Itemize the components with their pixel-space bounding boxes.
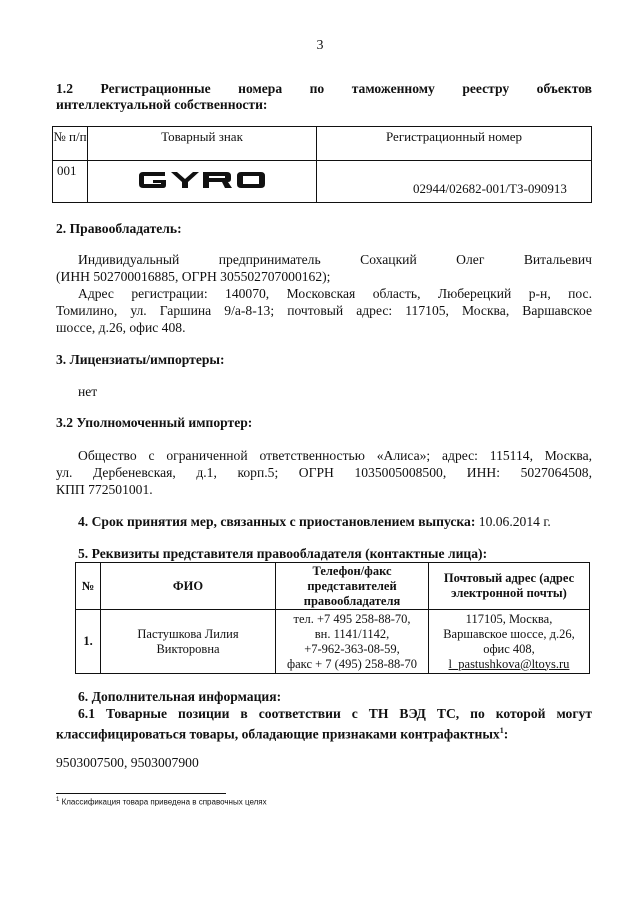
table-row <box>76 610 590 674</box>
row-fio <box>101 610 276 674</box>
importer-line2: ул. Дербеневская, д.1, корп.5; ОГРН 1035005008500, ИНН: 5027064508, <box>56 465 592 480</box>
section-4-label: 4. Срок принятия мер, связанных с приостановлением выпуска: <box>78 514 476 529</box>
phone-line3: +7-962-363-08-59, <box>304 641 400 656</box>
section-4 <box>78 513 551 530</box>
row-num: 1. <box>76 610 101 674</box>
trademark-table <box>52 126 592 203</box>
footnote-ref: 1 <box>499 726 504 735</box>
trademark-cell <box>88 161 317 203</box>
header-post <box>429 563 590 610</box>
row-num: 001 <box>53 161 88 203</box>
section-6-1-line2-text: классифицироваться товары, обладающие признаками контрафактных <box>56 726 500 742</box>
phone-line1: тел. +7 495 258-88-70, <box>293 611 411 626</box>
section-2-heading: 2. Правообладатель: <box>56 221 182 236</box>
section-6-1-line1: 6.1 Товарные позиции в соответствии с ТН ВЭД ТС, по которой могут <box>78 706 592 721</box>
post-line3: офис 408, <box>483 641 535 656</box>
post-line2: Варшавское шоссе, д.26, <box>443 626 575 641</box>
footnote-divider <box>56 793 226 794</box>
header-phone-line2: представителей <box>307 578 397 593</box>
header-phone <box>276 563 429 610</box>
fio-line2: Викторовна <box>156 641 220 656</box>
section-6-1-line2: классифицироваться товары, обладающие признаками контрафактных$^1$: <box>56 726 509 742</box>
importer-line1: Общество с ограниченной ответственностью «Алиса»; адрес: 115114, Москва, <box>78 448 592 463</box>
fio-line1: Пастушкова Лилия <box>137 626 239 641</box>
gyro-logo <box>137 169 267 191</box>
header-post-line1: Почтовый адрес (адрес <box>443 571 575 585</box>
header-num: № <box>76 563 101 610</box>
address-line3: шоссе, д.26, офис 408. <box>56 320 186 335</box>
tnved-codes: 9503007500, 9503007900 <box>56 755 199 770</box>
post-email: l_pastushkova@ltoys.ru <box>448 656 570 671</box>
table-row <box>53 161 592 203</box>
header-fio: ФИО <box>101 563 276 610</box>
header-phone-line1: Телефон/факс <box>312 563 392 578</box>
section-5-heading: 5. Реквизиты представителя правообладателя (контактные лица): <box>78 546 488 561</box>
section-1-2-heading-line1: 1.2 Регистрационные номера по таможенному реестру объектов <box>56 81 592 96</box>
holder-line1: Индивидуальный предприниматель Сохацкий Олег Витальевич <box>78 252 592 267</box>
section-3-heading: 3. Лицензиаты/импортеры: <box>56 352 225 367</box>
phone-line2: вн. 1141/1142, <box>314 626 390 641</box>
header-reg-number: Регистрационный номер <box>317 127 592 161</box>
post-line1: 117105, Москва, <box>465 611 553 626</box>
row-post <box>429 610 590 674</box>
row-phone <box>276 610 429 674</box>
section-6-heading: 6. Дополнительная информация: <box>78 689 282 704</box>
header-phone-line3: правообладателя <box>303 593 401 608</box>
section-1-2-heading-line2: интеллектуальной собственности: <box>56 97 268 112</box>
header-num: № п/п <box>53 127 88 161</box>
footnote <box>56 797 267 807</box>
contacts-table-header <box>76 563 590 610</box>
header-trademark: Товарный знак <box>88 127 317 161</box>
section-4-date: 10.06.2014 г. <box>478 514 551 529</box>
address-line2: Томилино, ул. Гаршина 9/а-8-13; почтовый адрес: 117105, Москва, Варшавское <box>56 303 592 318</box>
row-reg-number: 02944/02682-001/ТЗ-090913 <box>317 161 592 203</box>
section-3-2-heading: 3.2 Уполномоченный импортер: <box>56 415 253 430</box>
holder-line2: (ИНН 502700016885, ОГРН 305502707000162); <box>56 269 331 284</box>
trademark-table-header <box>53 127 592 161</box>
licensees-value: нет <box>78 384 98 399</box>
contacts-table <box>75 562 590 674</box>
footnote-mark: 1 <box>56 797 60 803</box>
page-number: 3 <box>316 38 324 53</box>
footnote-text: Классификация товара приведена в справочных целях <box>61 797 267 807</box>
phone-line4: факс + 7 (495) 258-88-70 <box>287 656 417 671</box>
address-line1: Адрес регистрации: 140070, Московская область, Люберецкий р-н, пос. <box>78 286 592 301</box>
header-post-line2: электронной почты) <box>451 586 567 600</box>
importer-line3: КПП 772501001. <box>56 482 153 497</box>
